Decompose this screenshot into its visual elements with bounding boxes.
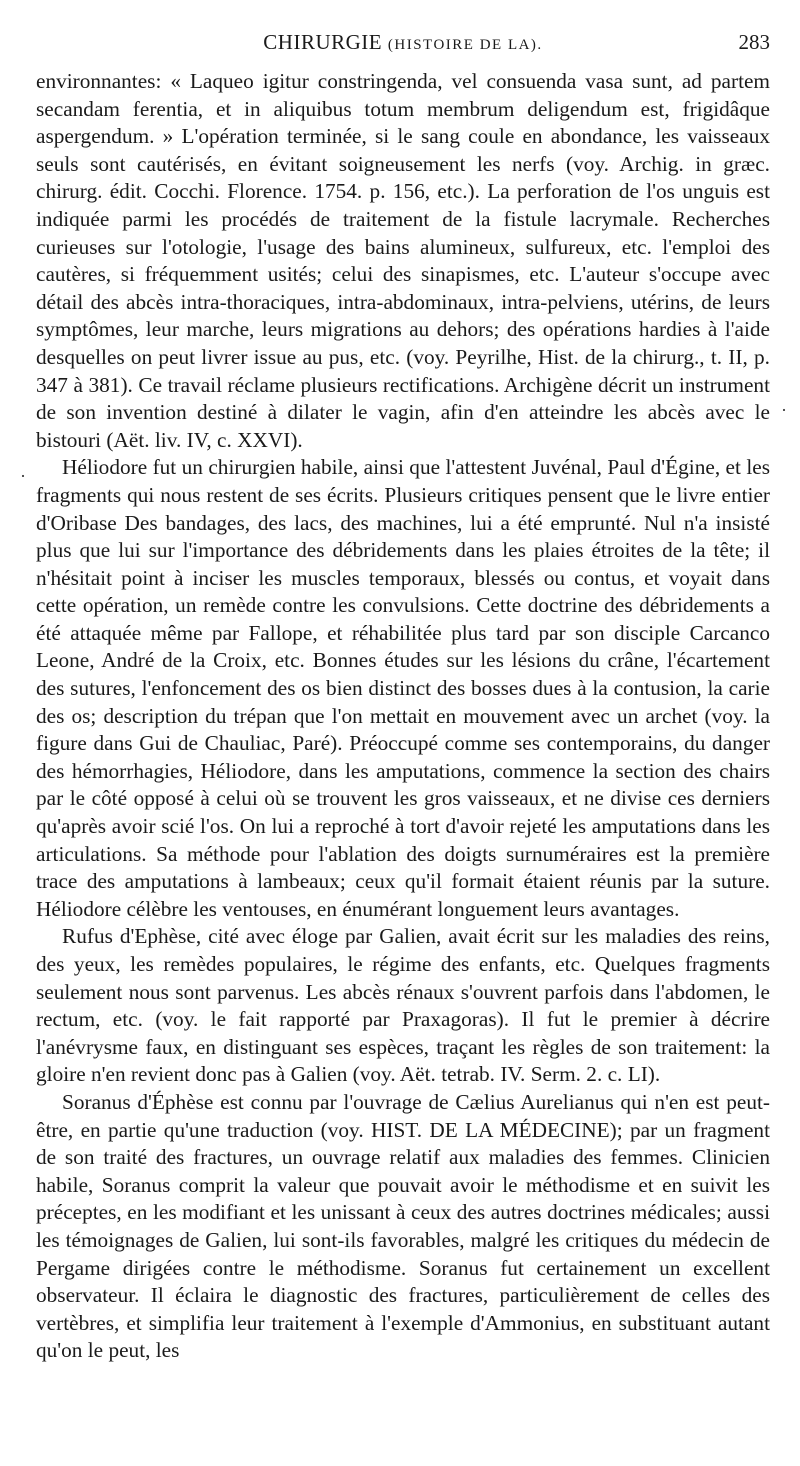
paragraph-rufus: Rufus d'Ephèse, cité avec éloge par Galien, avait écrit sur les maladies des reins, des yeux, les remèdes populaires, le régime des enfants, etc. Quelques fragments seulement nous sont parvenus. Les abcès rénaux s'ouvrent parfois dans l'abdomen, le rectum, etc. (voy. le fait rapporté par Praxagoras). Il fut le premier à décrire l'anévrysme faux, en distinguant ses espèces, traçant les règles de son traitement: la gloire n'en revient donc pas à Galien (voy. Aët. tetrab. IV. Serm. 2. c. LI).	[36, 924, 770, 1087]
margin-speck: ·	[781, 400, 787, 420]
paragraph-continuation: environnantes: « Laqueo igitur constringenda, vel consuenda vasa sunt, ad partem secandam ferentia, et in aliquibus totum membrum deligendum est, frigidâque aspergendum. » L'opération terminée, si le sang coule en abondance, les vaisseaux seuls sont cautérisés, en évitant soigneusement les nerfs (voy. Archig. in græc. chirurg. édit. Cocchi. Florence. 1754. p. 156, etc.). La perforation de l'os unguis est indiquée parmi les procédés de traitement de la fistule lacrymale. Recherches curieuses sur l'otologie, l'usage des bains alumineux, sulfureux, etc. l'emploi des cautères, si fréquemment usités; celui des sinapismes, etc. L'auteur s'occupe avec détail des abcès intra-thoraciques, intra-abdominaux, intra-pelviens, utérins, de leurs symptômes, leur marche, leurs migrations au dehors; des opérations hardies à l'aide desquelles on peut livrer issue au pus, etc. (voy. Peyrilhe, Hist. de la chirurg., t. II, p. 347 à 381). Ce travail réclame plusieurs rectifications. Archigène décrit un instrument de son invention destiné à dilater le vagin, afin d'en atteindre les abcès avec le bistouri (Aët. liv. IV, c. XXVI).	[36, 69, 770, 452]
margin-speck: ·	[20, 466, 26, 486]
paragraph-soranus: Soranus d'Éphèse est connu par l'ouvrage de Cælius Aurelianus qui n'en est peut-être, en partie qu'une traduction (voy. HIST. DE LA MÉDECINE); par un fragment de son traité des fractures, un ouvrage relatif aux maladies des femmes. Clinicien habile, Soranus comprit la valeur que pouvait avoir le méthodisme et en suivit les préceptes, en les modifiant et les unissant à ceux des autres doctrines médicales; aussi les témoignages de Galien, lui sont-ils favorables, malgré les critiques du médecin de Pergame dirigées contre le méthodisme. Soranus fut certainement un excellent observateur. Il éclaira le diagnostic des fractures, particulièrement de celles des vertèbres, et simplifia leur traitement à l'exemple d'Ammonius, en substituant autant qu'on le peut, les	[36, 1089, 770, 1363]
paragraph-heliodore: Héliodore fut un chirurgien habile, ainsi que l'attestent Juvénal, Paul d'Égine, et les fragments qui nous restent de ses écrits. Plusieurs critiques pensent que le livre entier d'Oribase Des bandages, des lacs, des machines, lui a été emprunté. Nul n'a insisté plus que lui sur l'importance des débridements dans les plaies étroites de la tête; il n'hésitait point à inciser les muscles temporaux, blessés ou contus, et voyait dans cette opération, un remède contre les convulsions. Cette doctrine des débridements a été attaquée même par Fallope, et réhabilitée plus tard par son disciple Carcanco Leone, André de la Croix, etc. Bonnes études sur les lésions du crâne, l'écartement des sutures, l'enfoncement des os bien distinct des bosses dues à la contusion, la carie des os; description du trépan que l'on mettait en mouvement avec un archet (voy. la figure dans Gui de Chauliac, Paré). Préoccupé comme ses contemporains, du danger des hémorrhagies, Héliodore, dans les amputations, commence la section des chairs par le côté opposé à celui où se trouvent les gros vaisseaux, et ne divise ces derniers qu'après avoir scié l'os. On lui a reproché à tort d'avoir rejeté les amputations dans les articulations. Sa méthode pour l'ablation des doigts surnuméraires est la première trace des amputations à lambeaux; ceux qu'il formait étaient réunis par la suture. Héliodore célèbre les ventouses, en énumérant longuement leurs avantages.	[36, 455, 770, 921]
running-head	[36, 30, 770, 55]
page-body	[36, 68, 770, 1365]
page-header	[36, 30, 770, 60]
page-number: 283	[738, 30, 770, 54]
running-head-title: CHIRURGIE	[263, 30, 383, 54]
running-head-subtitle: (HISTOIRE DE LA).	[387, 37, 543, 53]
